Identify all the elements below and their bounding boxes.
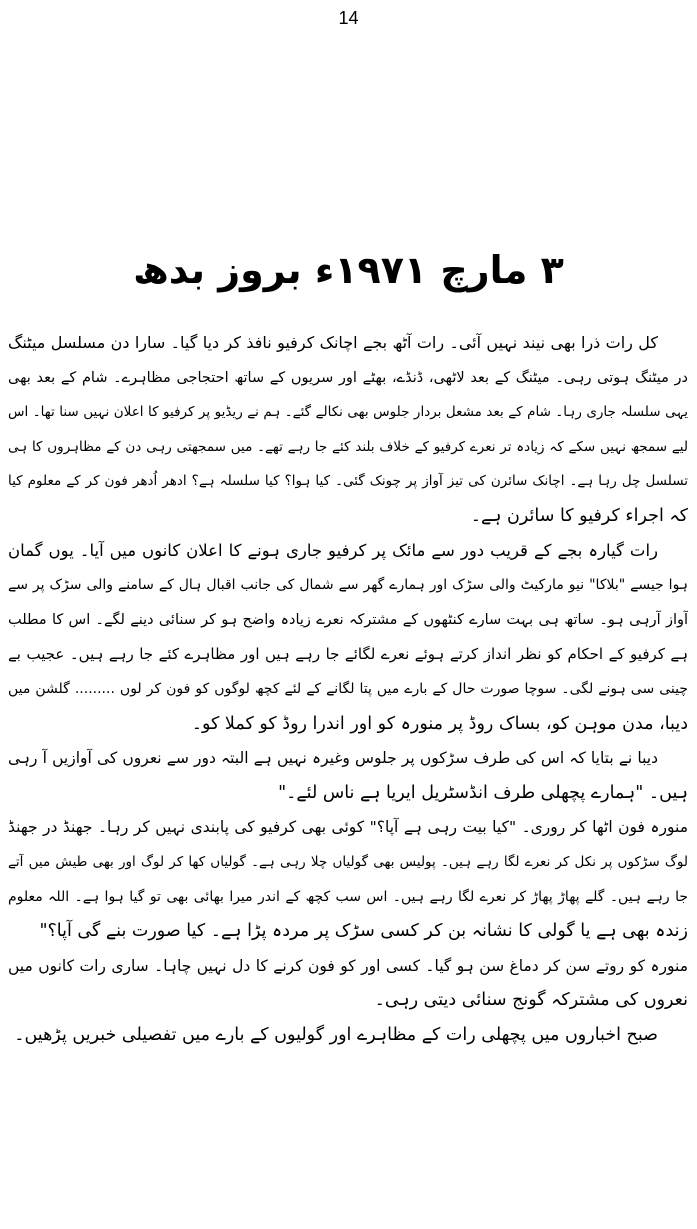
text-line: منورہ کو روتے سن کر دماغ سن ہو گیا۔ کسی اور کو فون کرنے کا دل نہیں چاہا۔ ساری رات کانوں میں [8, 956, 688, 975]
diary-date-heading: ۳ مارچ ۱۹۷۱ء بروز بدھ [133, 248, 564, 292]
body-text [8, 326, 688, 1052]
text-line: ہے کرفیو کے احکام کو نظر انداز کرتے ہوئے نعرے لگائے جا رہے ہیں اور مظاہرے کئے جا رہے ہیں۔ عجیب بے [8, 645, 688, 664]
text-line: دیبا نے بتایا کہ اس کی طرف سڑکوں پر جلوس وغیرہ نہیں ہے البتہ دور سے نعروں کی آوازیں آ رہی [8, 749, 658, 768]
text-line: چینی سی ہونے لگی۔ سوچا صورت حال کے بارے میں پتا لگانے کے لئے کچھ لوگوں کو فون کر لوں ......... گلشن میں [8, 680, 688, 697]
text-line: زندہ بھی ہے یا گولی کا نشانہ بن کر کسی سڑک پر مردہ پڑا ہے۔ کیا صورت بنے گی آپا؟" [39, 921, 688, 942]
text-line: کل رات ذرا بھی نیند نہیں آئی۔ رات آٹھ بجے اچانک کرفیو نافذ کر دیا گیا۔ سارا دن مسلسل میٹنگ [8, 333, 658, 352]
text-line: صبح اخباروں میں پچھلی رات کے مظاہرے اور گولیوں کے بارے میں تفصیلی خبریں پڑھیں۔ [14, 1024, 658, 1045]
page-number: 14 [338, 8, 359, 28]
text-line: دیبا، مدن موہن کو، بساک روڈ پر منورہ کو اور اندرا روڈ کو کملا کو۔ [191, 713, 688, 734]
text-line: در میٹنگ ہوتی رہی۔ میٹنگ کے بعد لاٹھی، ڈنڈے، بھٹے اور سریوں کے ساتھ احتجاجی مظاہرے۔ شام کے بعد بھی [8, 369, 688, 386]
text-line: ہیں۔ "ہمارے پچھلی طرف انڈسٹریل ایریا ہے ناس لئے۔" [278, 782, 688, 803]
text-line: رات گیارہ بجے کے قریب دور سے مائک پر کرفیو جاری ہونے کا اعلان کانوں میں آیا۔ یوں گمان [8, 540, 658, 560]
text-line: منورہ فون اٹھا کر روری۔ "کیا بیت رہی ہے آپا؟" کوئی بھی کرفیو کی پابندی نہیں کر رہا۔ جھنڈ در جھنڈ [8, 818, 688, 837]
text-line: لیے سمجھ نہیں سکے کہ زیادہ تر نعرے کرفیو کے خلاف بلند کئے جا رہے تھے۔ میں سمجھتی رہی دن کے مظاہروں کا ہی [8, 438, 688, 455]
text-line: یہی سلسلہ جاری رہا۔ شام کے بعد مشعل بردار جلوس بھی نکالے گئے۔ ہم نے ریڈیو پر کرفیو کا اعلان نہیں سنا تھا۔ اس [8, 404, 688, 421]
text-line: جا رہے ہیں۔ گلے پھاڑ پھاڑ کر نعرے لگا رہے ہیں۔ اس سب کچھ کے اندر میرا بھائی بھی تو گیا ہوا ہے۔ اللہ معلوم [8, 888, 688, 905]
text-line: کہ اجراء کرفیو کا سائرن ہے۔ [470, 505, 688, 526]
text-line: تسلسل چل رہا ہے۔ اچانک سائرن کی تیز آواز پر چونک گئی۔ کیا ہوا؟ کیا سلسلہ ہے؟ ادھر اُدھر فون کر کے معلوم کیا [8, 473, 688, 490]
text-line: آواز آرہی ہو۔ ساتھ ہی بہت سارے کنٹھوں کے مشترکہ نعرے زیادہ واضح ہو کر سنائی دینے لگے۔ اس کا مطلب [8, 611, 688, 628]
text-line: نعروں کی مشترکہ گونج سنائی دیتی رہی۔ [374, 990, 688, 1011]
text-line: لوگ سڑکوں پر نکل کر نعرے لگا رہے ہیں۔ پولیس بھی گولیاں چلا رہی ہے۔ گولیاں کھا کر لوگ اور بھی طیش میں آتے [8, 853, 688, 870]
text-line: ہوا جیسے "بلاکا" نیو مارکیٹ والی سڑک اور ہمارے گھر سے شمال کی جانب اقبال ہال کے سامنے والی سڑک پر سے [8, 577, 688, 594]
